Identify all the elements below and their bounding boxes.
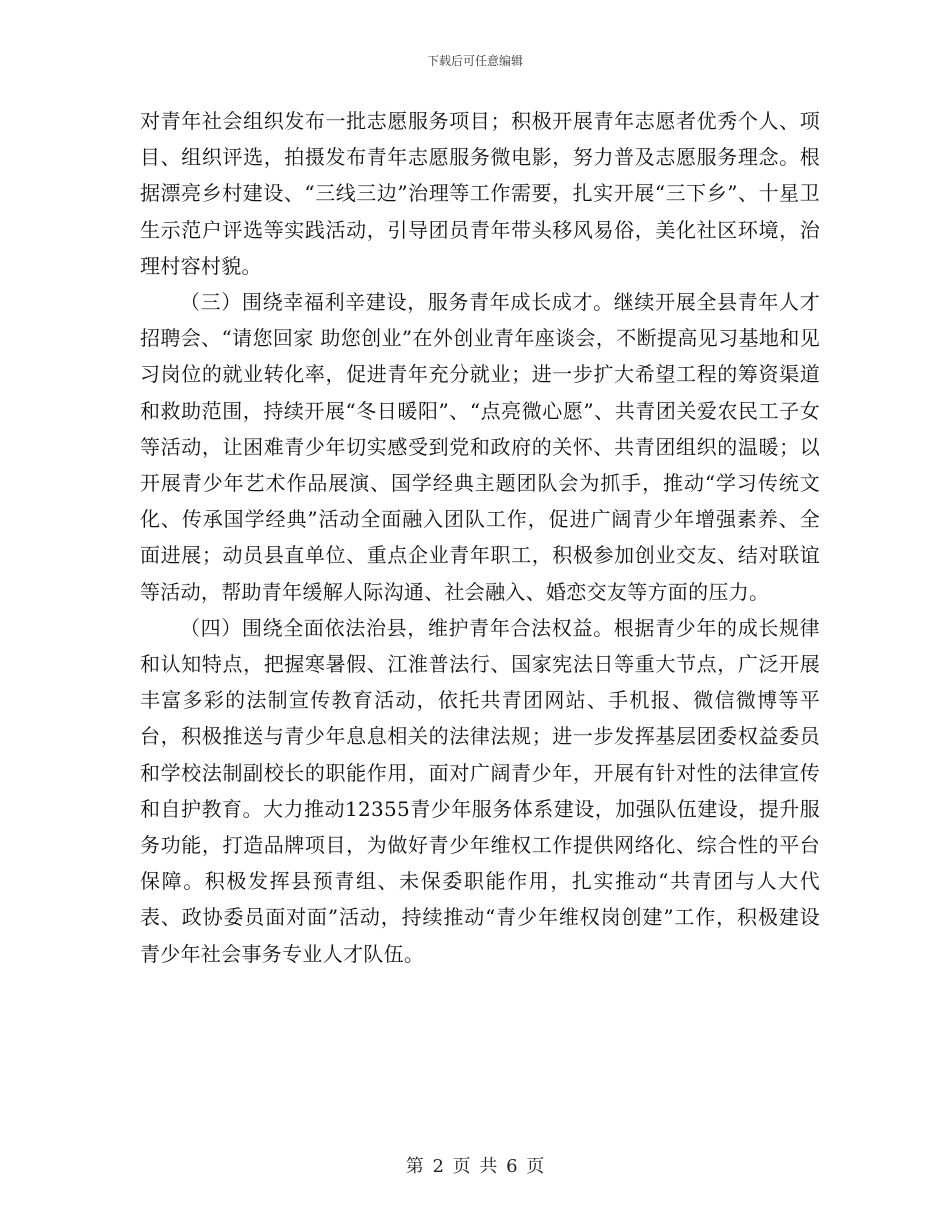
- paragraph-continued: 对青年社会组织发布一批志愿服务项目；积极开展青年志愿者优秀个人、项目、组织评选，拍摄发布青年志愿服务微电影，努力普及志愿服务理念。根据漂亮乡村建设、“三线三边”治理等工作需要，扎实开展“三下乡”、十星卫生示范户评选等实践活动，引导团员青年带头移风易俗，美化社区环境，治理村容村貌。: [140, 109, 820, 278]
- page-header-note: 下载后可任意编辑: [426, 54, 523, 68]
- page-number-footer: 第 2 页 共 6 页: [405, 1156, 545, 1177]
- paragraph-section-four: （四）围绕全面依法治县，维护青年合法权益。根据青少年的成长规律和认知特点，把握寒暑假、江淮普法行、国家宪法日等重大节点，广泛开展丰富多彩的法制宣传教育活动，依托共青团网站、手机报、微信微博等平台，积极推送与青少年息息相关的法律法规；进一步发挥基层团委权益委员和学校法制副校长的职能作用，面对广阔青少年，开展有针对性的法律宣传和自护教育。大力推动12355青少年服务体系建设，加强队伍建设，提升服务功能，打造品牌项目，为做好青少年维权工作提供网络化、综合性的平台保障。积极发挥县预青组、未保委职能作用，扎实推动“共青团与人大代表、政协委员面对面”活动，持续推动“青少年维权岗创建”工作，积极建设青少年社会事务专业人才队伍。: [140, 615, 820, 966]
- document-body: [140, 103, 820, 972]
- paragraph-section-three: （三）围绕幸福利辛建设，服务青年成长成才。继续开展全县青年人才招聘会、“请您回家 助您创业”在外创业青年座谈会，不断提高见习基地和见习岗位的就业转化率，促进青年充分就业；进一步扩大希望工程的筹资渠道和救助范围，持续开展“冬日暖阳”、“点亮微心愿”、共青团关爱农民工子女等活动，让困难青少年切实感受到党和政府的关怀、共青团组织的温暖；以开展青少年艺术作品展演、国学经典主题团队会为抓手，推动“学习传统文化、传承国学经典”活动全面融入团队工作，促进广阔青少年增强素养、全面进展；动员县直单位、重点企业青年职工，积极参加创业交友、结对联谊等活动，帮助青年缓解人际沟通、社会融入、婚恋交友等方面的压力。: [140, 290, 820, 604]
